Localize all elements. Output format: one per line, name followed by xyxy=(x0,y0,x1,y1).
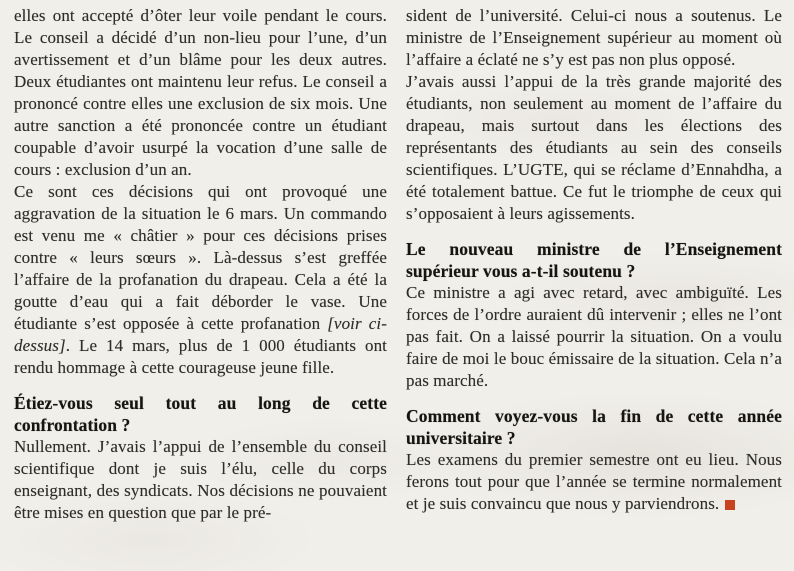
paragraph-president-support: sident de l’université. Celui-ci nous a soutenus. Le ministre de l’Enseignement supérieur au moment où l’affaire a éclaté ne s’y est pas non plus opposé. xyxy=(406,6,782,69)
paragraph-decisions-text-before: Ce sont ces décisions qui ont provoqué une aggravation de la situation le 6 mars. Un commando est venu me « châtier » pour ces décisions prises contre « leurs sœurs ». Là-dessus s’est greffée l’affaire de la profanation du drapeau. Cela a été la goutte d’eau qui a fait déborder le vase. Une étudiante s’est opposée à cette profanation xyxy=(14,182,387,333)
interview-question-new-minister: Le nouveau ministre de l’Enseignement supérieur vous a-t-il soutenu ? xyxy=(406,239,782,281)
paragraph-decisions-text-after: . Le 14 mars, plus de 1 000 étudiants ont rendu hommage à cette courageuse jeune fille. xyxy=(14,336,387,377)
end-of-article-square-icon xyxy=(725,500,735,510)
interview-question-confrontation: Étiez-vous seul tout au long de cette confrontation ? xyxy=(14,393,387,435)
paragraph-students-support: J’avais aussi l’appui de la très grande majorité des étudiants, non seulement au moment de l’affaire du drapeau, mais surtout dans les élections des représentants des étudiants au sein des conseils scientifiques. L’UGTE, qui se réclame d’Ennahdha, a été totalement battue. Ce fut le triomphe de ceux qui s’opposaient à leurs agissements. xyxy=(406,72,782,223)
paragraph-answer-minister: Ce ministre a agi avec retard, avec ambiguïté. Les forces de l’ordre auraient dû intervenir ; elles ne l’ont pas fait. On a laissé pourrir la situation. On a voulu faire de moi le bouc émissaire de la situation. Cela n’a pas marché. xyxy=(406,283,782,390)
article-column-right xyxy=(406,5,782,515)
paragraph-answer-exams xyxy=(406,449,782,515)
paragraph-answer-exams-text: Les examens du premier semestre ont eu lieu. Nous ferons tout pour que l’année se termine normalement et je suis convaincu que nous y parviendrons. xyxy=(406,450,782,513)
paragraph-sanctions: elles ont accepté d’ôter leur voile pendant le cours. Le conseil a décidé d’un non-lieu pour l’une, d’un avertissement et d’un blâme pour les deux autres. Deux étudiantes ont maintenu leur refus. Le conseil a prononcé contre elles une exclusion de six mois. Une autre sanction a été prononcée contre un étudiant coupable d’avoir usurpé la vocation d’une salle de cours : exclusion d’un an. xyxy=(14,6,387,179)
editorial-cross-reference: [voir ci-dessus] xyxy=(14,314,387,355)
interview-question-year-end: Comment voyez-vous la fin de cette année universitaire ? xyxy=(406,406,782,448)
article-column-left xyxy=(14,5,387,524)
paragraph-decisions xyxy=(14,181,387,379)
paragraph-answer-support: Nullement. J’avais l’appui de l’ensemble du conseil scientifique dont je suis l’élu, celle du corps enseignant, des syndicats. Nos décisions ne pouvaient être mises en question que par le pré- xyxy=(14,437,387,522)
